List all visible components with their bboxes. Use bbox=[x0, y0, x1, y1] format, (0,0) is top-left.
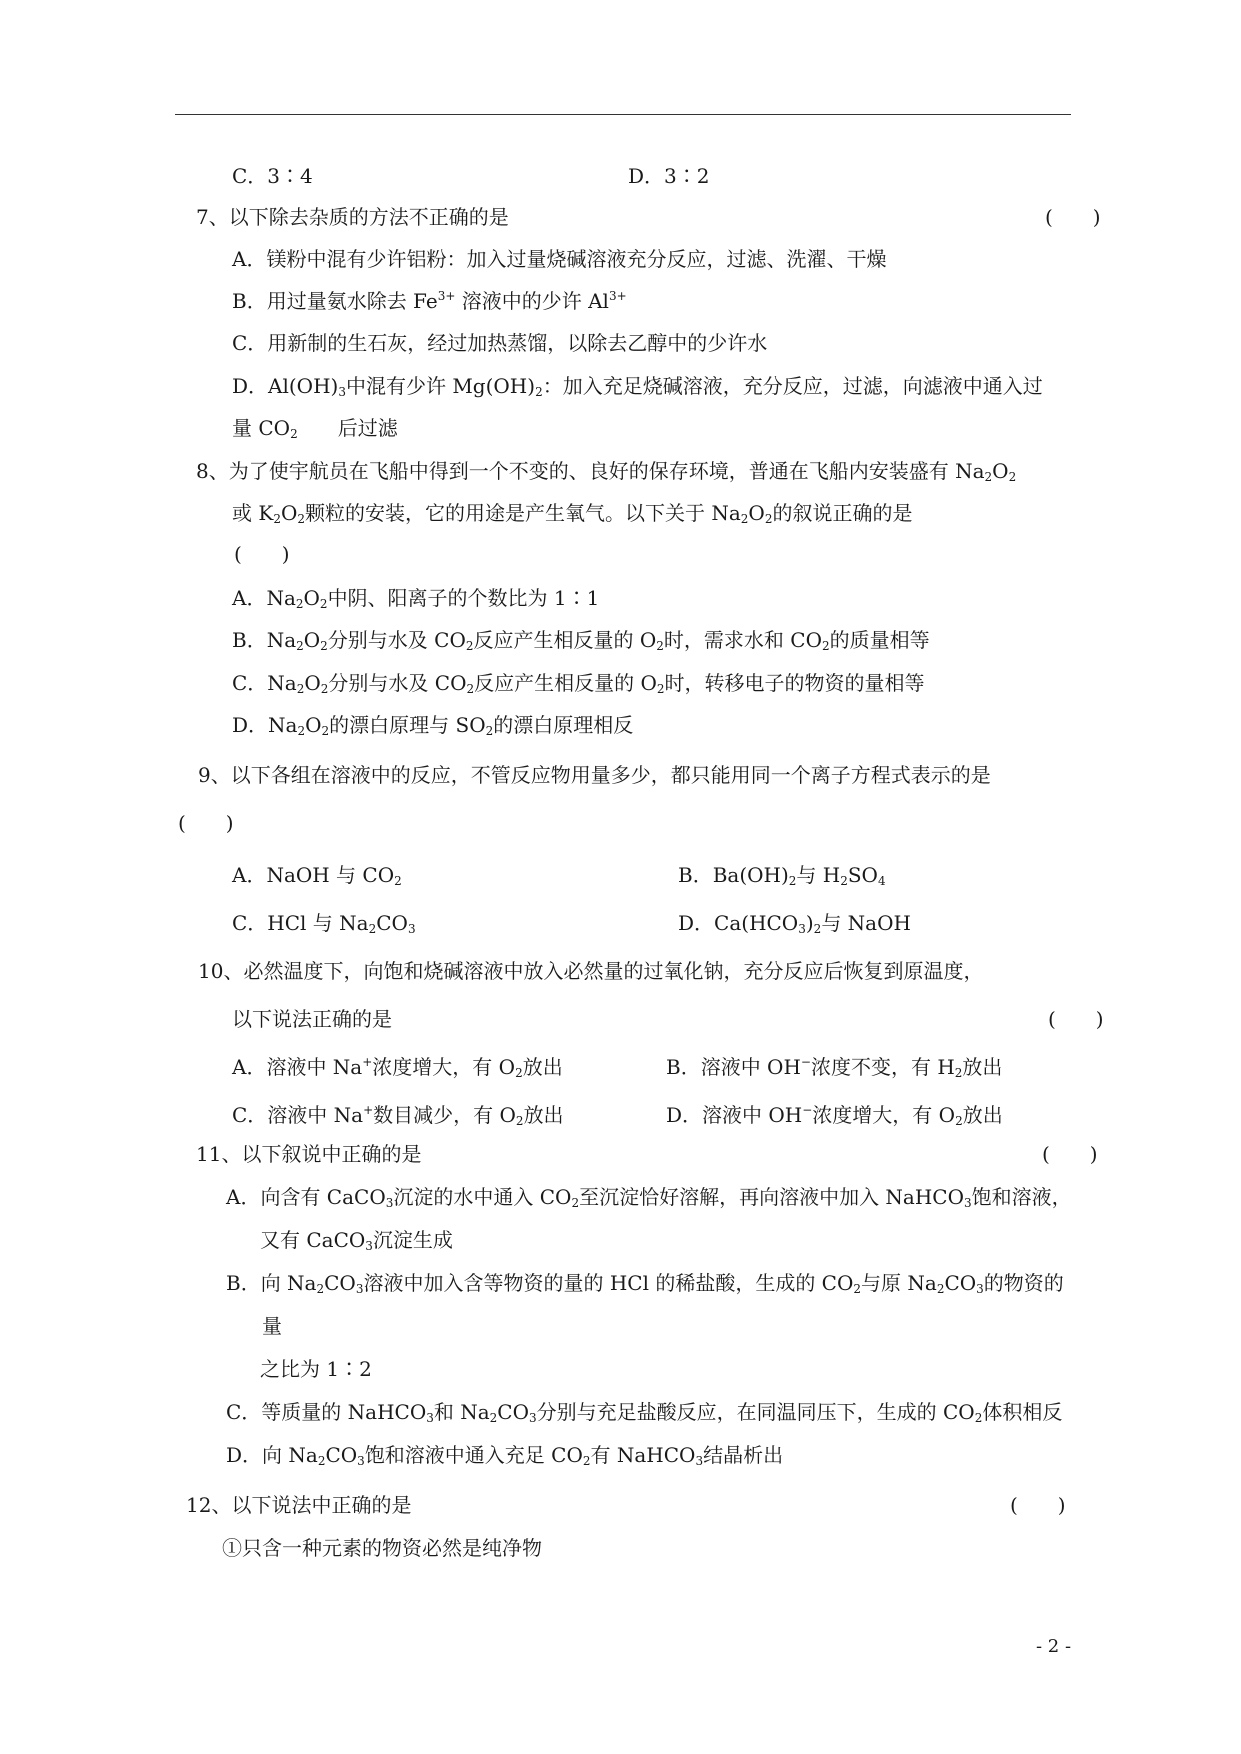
q8-answer-paren: ( ) bbox=[234, 542, 290, 566]
q6-option-d: D．3∶2 bbox=[628, 164, 710, 188]
q11-option-b: B．向 $Na_2CO_3$溶液中加入含等物资的量的 HCl 的稀盐酸，生成的 $CO_2$与原 $Na_2CO_3$的物资的 bbox=[226, 1271, 1064, 1296]
q11-option-c: C．等质量的 NaHCO$_3$和 $Na_2CO_3$分别与充足盐酸反应，在同温同压下，生成的 $CO_2$体积相反 bbox=[226, 1400, 1063, 1425]
q12-stem: 12、以下说法中正确的是 bbox=[186, 1493, 412, 1517]
q8-stem-line1: 8、为了使宇航员在飞船中得到一个不变的、良好的保存环境，普通在飞船内安装盛有 $Na_2O_2$ bbox=[196, 459, 1017, 484]
q10-option-b: B．溶液中 OH−浓度不变，有 $H_2$放出 bbox=[666, 1055, 1003, 1080]
q8-option-c: C．$Na_2O_2$分别与水及 $CO_2$反应产生相反量的 $O_2$时，转移电子的物资的量相等 bbox=[232, 671, 925, 696]
q10-stem-line2: 以下说法正确的是 bbox=[232, 1007, 392, 1031]
q11-option-b-cont1: 量 bbox=[262, 1314, 282, 1338]
q12-item-1: ①只含一种元素的物资必然是纯净物 bbox=[222, 1536, 542, 1560]
q10-stem: 10、必然温度下，向饱和烧碱溶液中放入必然量的过氧化钠，充分反应后恢复到原温度， bbox=[198, 959, 984, 983]
q9-option-a: A．NaOH 与 $CO_2$ bbox=[232, 863, 402, 888]
q9-option-b: B．$Ba(OH)_2$与 $H_2SO_4$ bbox=[678, 863, 886, 888]
header-rule bbox=[175, 114, 1071, 115]
q7-option-b: B．用过量氨水除去 $Fe^{3+}$ 溶液中的少许 $Al^{3+}$ bbox=[232, 289, 627, 313]
q11-stem: 11、以下叙说中正确的是 bbox=[196, 1142, 422, 1166]
q9-option-d: D．$Ca(HCO_3)_2$与 NaOH bbox=[678, 911, 911, 936]
q9-answer-paren: ( ) bbox=[178, 811, 234, 835]
q12-answer-paren: ( ) bbox=[1010, 1493, 1066, 1517]
q10-option-c: C．溶液中 Na+数目减少，有 $O_2$放出 bbox=[232, 1103, 564, 1128]
q10-answer-paren: ( ) bbox=[1048, 1007, 1104, 1031]
q7-option-d-cont: 量 $CO_2$ 后过滤 bbox=[232, 416, 398, 441]
q8-option-d: D．$Na_2O_2$的漂白原理与 $SO_2$的漂白原理相反 bbox=[232, 713, 634, 738]
q9-stem: 9、以下各组在溶液中的反应，不管反应物用量多少，都只能用同一个离子方程式表示的是 bbox=[198, 763, 991, 787]
q7-option-a: A．镁粉中混有少许铝粉：加入过量烧碱溶液充分反应，过滤、洗濯、干燥 bbox=[232, 247, 887, 271]
q11-option-a: A．向含有 CaCO$_3$沉淀的水中通入 $CO_2$至沉淀恰好溶解，再向溶液中加入 NaHCO$_3$饱和溶液， bbox=[226, 1185, 1072, 1210]
q7-option-d: D．$Al(OH)_3$中混有少许 $Mg(OH)_2$：加入充足烧碱溶液，充分反应，过滤，向滤液中通入过 bbox=[232, 374, 1043, 399]
q9-option-c: C．HCl 与 $Na_2CO_3$ bbox=[232, 911, 416, 936]
q10-option-a: A．溶液中 Na+浓度增大，有 $O_2$放出 bbox=[232, 1055, 563, 1080]
q8-option-a: A．$Na_2O_2$中阴、阳离子的个数比为 1∶1 bbox=[232, 586, 600, 611]
q10-option-d: D．溶液中 OH−浓度增大，有 $O_2$放出 bbox=[666, 1103, 1003, 1128]
q7-answer-paren: ( ) bbox=[1045, 205, 1101, 229]
q7-option-c: C．用新制的生石灰，经过加热蒸馏，以除去乙醇中的少许水 bbox=[232, 331, 768, 355]
q6-option-c: C．3∶4 bbox=[232, 164, 313, 188]
q7-stem: 7、以下除去杂质的方法不正确的是 bbox=[196, 205, 509, 229]
q11-option-b-cont2: 之比为 1∶2 bbox=[260, 1357, 372, 1381]
page-number: - 2 - bbox=[1036, 1636, 1072, 1657]
q11-option-d: D．向 $Na_2CO_3$饱和溶液中通入充足 $CO_2$有 NaHCO$_3$结晶析出 bbox=[226, 1443, 784, 1468]
q8-stem-line2: 或 $K_2O_2$颗粒的安装，它的用途是产生氧气。以下关于 $Na_2O_2$的叙说正确的是 bbox=[232, 501, 913, 526]
q11-option-a-cont: 又有 CaCO$_3$沉淀生成 bbox=[260, 1228, 453, 1253]
q11-answer-paren: ( ) bbox=[1042, 1142, 1098, 1166]
q8-option-b: B．$Na_2O_2$分别与水及 $CO_2$反应产生相反量的 $O_2$时，需求水和 $CO_2$的质量相等 bbox=[232, 628, 930, 653]
